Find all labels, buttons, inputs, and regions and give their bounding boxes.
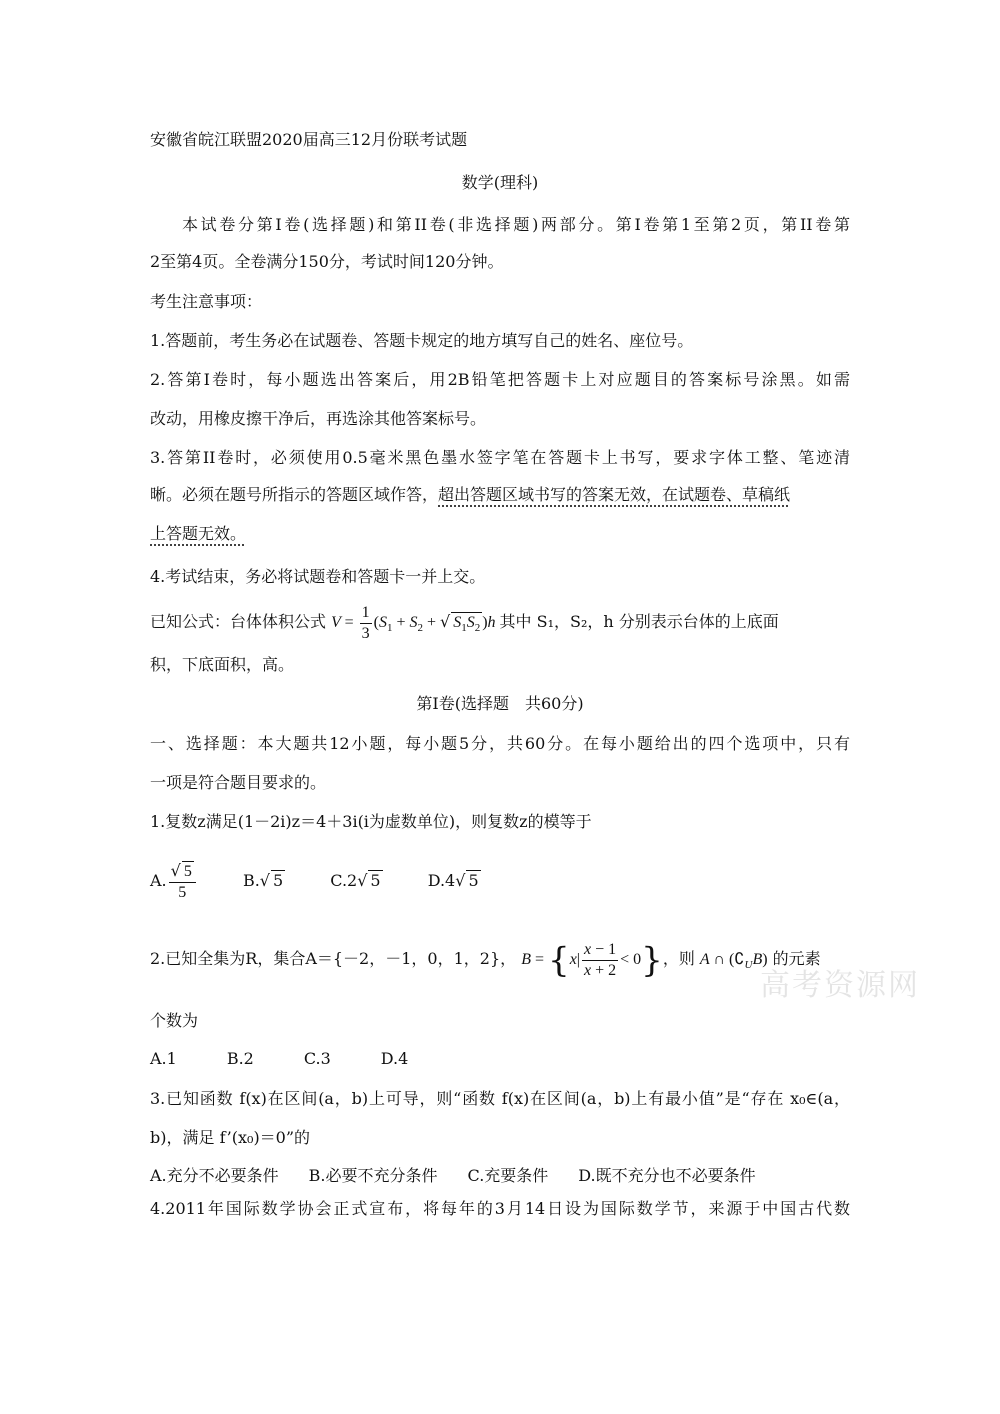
q2-stem-end: 的元素 — [772, 949, 821, 968]
question-3-options — [150, 1165, 756, 1187]
set-b-fraction: $\frac{x - 1}{x + 2}$ — [584, 940, 617, 979]
q2-stem-prefix: 2.已知全集为R，集合A＝{－2，－1，0，1，2}， — [150, 949, 517, 968]
q2-stem-suffix: ，则 — [662, 949, 695, 968]
q1-option-b: B.√ 5 — [242, 871, 284, 890]
question-2-line-2: 个数为 — [150, 1011, 199, 1030]
section-1-title: 第I卷(选择题 共60分) — [416, 694, 584, 713]
notice-item-3-line-2 — [150, 484, 790, 506]
notice-item-2-line-1: 2.答第I卷时，每小题选出答案后，用2B铅笔把答题卡上对应题目的答案标号涂黑。如需 — [150, 370, 850, 389]
subject-heading: 数学(理科) — [461, 173, 539, 192]
watermark-text: 高考资源网 — [760, 968, 920, 1003]
exam-title: 安徽省皖江联盟2020届高三12月份联考试题 — [150, 130, 468, 149]
intro-line-1: 本试卷分第I卷(选择题)和第II卷(非选择题)两部分。第I卷第1至第2页，第II卷第 — [182, 215, 850, 234]
sqrt5-over-5: $\frac{√ 5}{5}$ — [169, 861, 196, 903]
question-1-options — [150, 856, 521, 906]
set-b-definition: B = {x| $\frac{x - 1}{x + 2}$ < 0} — [521, 940, 663, 981]
section-1-desc-line-2: 一项是符合题目要求的。 — [150, 773, 327, 792]
notice-item-2-line-2: 改动，用橡皮擦干净后，再选涂其他答案标号。 — [150, 409, 487, 428]
notice-item-4: 4.考试结束，务必将试题卷和答题卡一并上交。 — [150, 567, 486, 586]
formula-suffix: 其中 S₁，S₂，h 分别表示台体的上底面 — [499, 612, 779, 631]
question-3-line-2: b)，满足 f’(x₀)＝0”的 — [150, 1128, 311, 1147]
q2-option-d: D.4 — [380, 1049, 409, 1068]
q3-option-b: B.必要不充分条件 — [308, 1166, 438, 1185]
section-1-desc-line-1: 一、选择题：本大题共12小题，每小题5分，共60分。在每小题给出的四个选项中，只有 — [150, 734, 850, 753]
q3-option-d: D.既不充分也不必要条件 — [578, 1166, 756, 1185]
question-3-line-1: 3.已知函数 f(x)在区间(a，b)上可导，则“函数 f(x)在区间(a，b)上有最小值”是“存在 x₀∈(a， — [150, 1089, 850, 1108]
fraction-one-third: $\frac{1}{3}$ — [361, 603, 370, 642]
q3-option-c: C.充要条件 — [467, 1166, 549, 1185]
q2-option-b: B.2 — [226, 1049, 254, 1068]
intro-line-2: 2至第4页。全卷满分150分，考试时间120分钟。 — [150, 252, 504, 271]
notice-heading: 考生注意事项： — [150, 292, 263, 311]
notice-item-3-line-3: 上答题无效。 — [150, 524, 247, 543]
notice-item-3-plain: 晰。必须在题号所指示的答题区域作答， — [150, 485, 439, 504]
frustum-volume-formula: V = $\frac{1}{3}$ ($S_1 + S_2$ + √ $S_1S_2$ )h — [331, 603, 500, 642]
question-4-line-1: 4.2011年国际数学协会正式宣布，将每年的3月14日设为国际数学节，来源于中国古代数 — [150, 1199, 850, 1218]
formula-prefix: 已知公式：台体体积公式 — [150, 612, 327, 631]
q1-option-a: A. $\frac{√ 5}{5}$ — [150, 856, 198, 906]
q1-option-c: C.2√ 5 — [330, 871, 381, 890]
notice-item-3-line-1: 3.答第II卷时，必须使用0.5毫米黑色墨水签字笔在答题卡上书写，要求字体工整、笔迹清 — [150, 448, 850, 467]
formula-line — [150, 600, 779, 650]
set-intersection-expr: A ∩ $(∁_UB)$ — [699, 951, 768, 972]
q2-option-c: C.3 — [303, 1049, 331, 1068]
q3-option-a: A.充分不必要条件 — [150, 1166, 279, 1185]
question-2-stem — [150, 934, 821, 990]
notice-item-3-emphasis: 超出答题区域书写的答案无效，在试题卷、草稿纸 — [438, 485, 791, 504]
notice-item-1: 1.答题前，考生务必在试题卷、答题卡规定的地方填写自己的姓名、座位号。 — [150, 331, 694, 350]
q2-option-a: A.1 — [150, 1049, 177, 1068]
question-2-options — [150, 1048, 448, 1070]
q1-option-d: D.4√ 5 — [427, 871, 479, 890]
question-1-stem: 1.复数z满足(1－2i)z＝4＋3i(i为虚数单位)，则复数z的模等于 — [150, 812, 592, 831]
formula-line-2: 积，下底面积，高。 — [150, 655, 295, 674]
